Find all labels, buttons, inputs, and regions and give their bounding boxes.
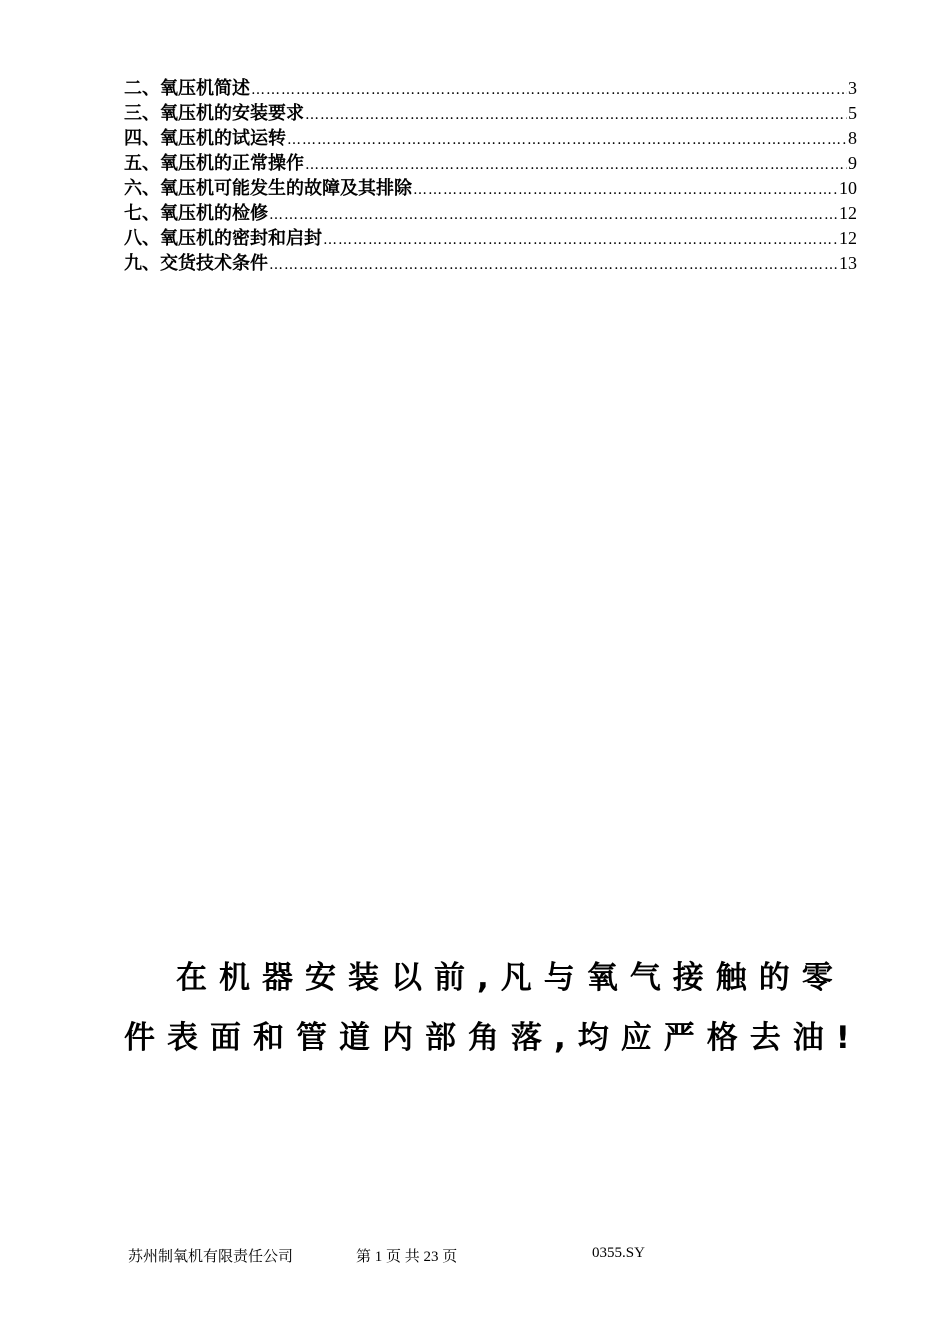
toc-entry-title: 二、氧压机简述 <box>124 78 250 99</box>
toc-entry-title: 五、氧压机的正常操作 <box>124 153 304 174</box>
toc-entry-page: 3 <box>848 78 857 98</box>
toc-entry-title: 六、氧压机可能发生的故障及其排除 <box>124 178 412 199</box>
toc-entry-title: 三、氧压机的安装要求 <box>124 103 304 124</box>
table-of-contents <box>124 76 857 276</box>
toc-entry-page: 8 <box>848 128 857 148</box>
warning-line-1: 在机器安装以前,凡与氧气接触的零 <box>176 960 845 996</box>
toc-entry-page: 12 <box>839 203 857 223</box>
toc-leader-dots <box>251 78 847 103</box>
toc-entry-page: 12 <box>839 228 857 248</box>
toc-leader-dots <box>287 128 847 153</box>
footer-page-info: 第 1 页 共 23 页 <box>356 1249 458 1265</box>
degreasing-warning <box>124 948 864 1068</box>
toc-entry[interactable] <box>124 101 857 126</box>
toc-entry-title: 八、氧压机的密封和启封 <box>124 228 322 249</box>
toc-entry[interactable] <box>124 176 857 201</box>
toc-entry[interactable] <box>124 251 857 276</box>
page-footer <box>0 1245 950 1267</box>
toc-leader-dots <box>305 103 847 128</box>
toc-entry-title: 四、氧压机的试运转 <box>124 128 286 149</box>
toc-entry[interactable] <box>124 126 857 151</box>
footer-company: 苏州制氧机有限责任公司 <box>128 1249 294 1265</box>
toc-leader-dots <box>269 253 838 278</box>
toc-entry-title: 七、氧压机的检修 <box>124 203 268 224</box>
footer-document-code: 0355.SY <box>592 1245 645 1261</box>
toc-entry[interactable] <box>124 226 857 251</box>
toc-leader-dots <box>323 228 838 253</box>
toc-entry[interactable] <box>124 201 857 226</box>
toc-entry[interactable] <box>124 151 857 176</box>
toc-leader-dots <box>305 153 847 178</box>
toc-entry-page: 10 <box>839 178 857 198</box>
toc-leader-dots <box>269 203 838 228</box>
toc-entry-page: 5 <box>848 103 857 123</box>
toc-entry[interactable] <box>124 76 857 101</box>
toc-entry-title: 九、交货技术条件 <box>124 253 268 274</box>
toc-entry-page: 13 <box>839 253 857 273</box>
warning-line-2: 件表面和管道内部角落,均应严格去油! <box>124 1020 862 1056</box>
toc-entry-page: 9 <box>848 153 857 173</box>
toc-leader-dots <box>413 178 838 203</box>
